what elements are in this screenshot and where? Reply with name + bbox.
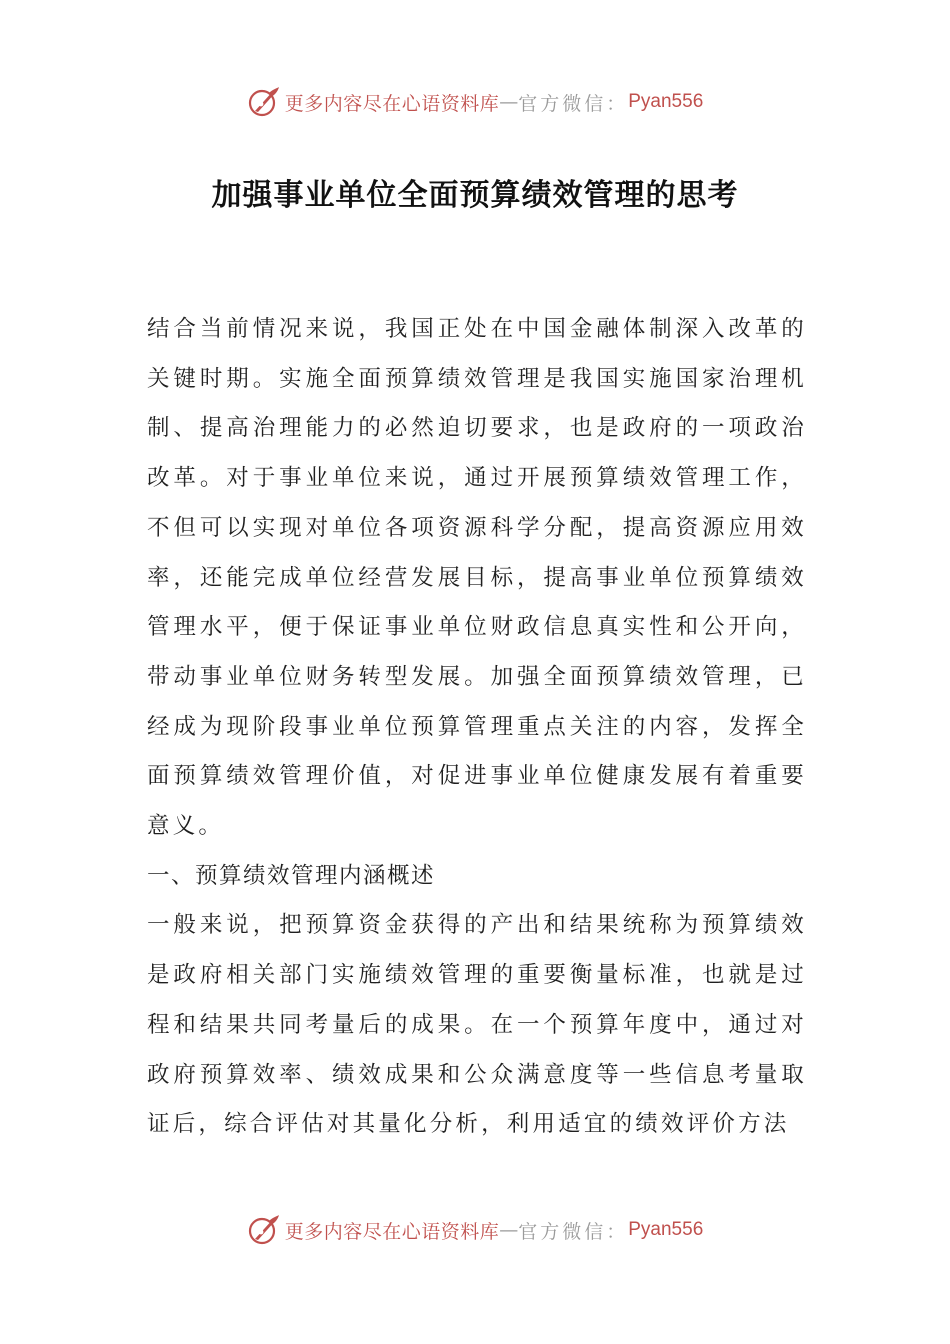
document-body xyxy=(147,305,807,1150)
watermark-official: 官方微信： xyxy=(518,1220,629,1243)
header-watermark xyxy=(0,82,950,122)
intro-paragraph: 结合当前情况来说，我国正处在中国金融体制深入改革的关键时期。实施全面预算绩效管理是我国实施国家治理机制、提高治理能力的必然迫切要求，也是政府的一项政治改革。对于事业单位来说，通过开展预算绩效管理工作，不但可以实现对单位各项资源科学分配，提高资源应用效率，还能完成单位经营发展目标，提高事业单位预算绩效管理水平，便于保证事业单位财政信息真实性和公开向，带动事业单位财务转型发展。加强全面预算绩效管理，已经成为现阶段事业单位预算管理重点关注的内容，发挥全面预算绩效管理价值，对促进事业单位健康发展有着重要意义。 xyxy=(147,316,807,840)
quill-pen-logo-icon xyxy=(247,1213,281,1247)
watermark-dash: — xyxy=(499,91,519,113)
watermark-dash: — xyxy=(499,1219,519,1241)
section-paragraph: 一般来说，把预算资金获得的产出和结果统称为预算绩效是政府相关部门实施绩效管理的重要衡量标准，也就是过程和结果共同考量后的成果。在一个预算年度中，通过对政府预算效率、绩效成果和公众满意度等一些信息考量取证后，综合评估对其量化分析，利用适宜的绩效评价方法 xyxy=(147,912,807,1138)
watermark-text: 更多内容尽在心语资料库 xyxy=(284,92,500,115)
watermark-id: Pyan556 xyxy=(628,1219,704,1240)
footer-watermark xyxy=(0,1210,950,1250)
document-title: 加强事业单位全面预算绩效管理的思考 xyxy=(211,178,739,213)
watermark-id: Pyan556 xyxy=(628,91,704,112)
watermark-text: 更多内容尽在心语资料库 xyxy=(284,1220,500,1243)
section-heading: 一、预算绩效管理内涵概述 xyxy=(147,862,436,889)
quill-pen-logo-icon xyxy=(247,85,281,119)
watermark-official: 官方微信： xyxy=(518,92,629,115)
